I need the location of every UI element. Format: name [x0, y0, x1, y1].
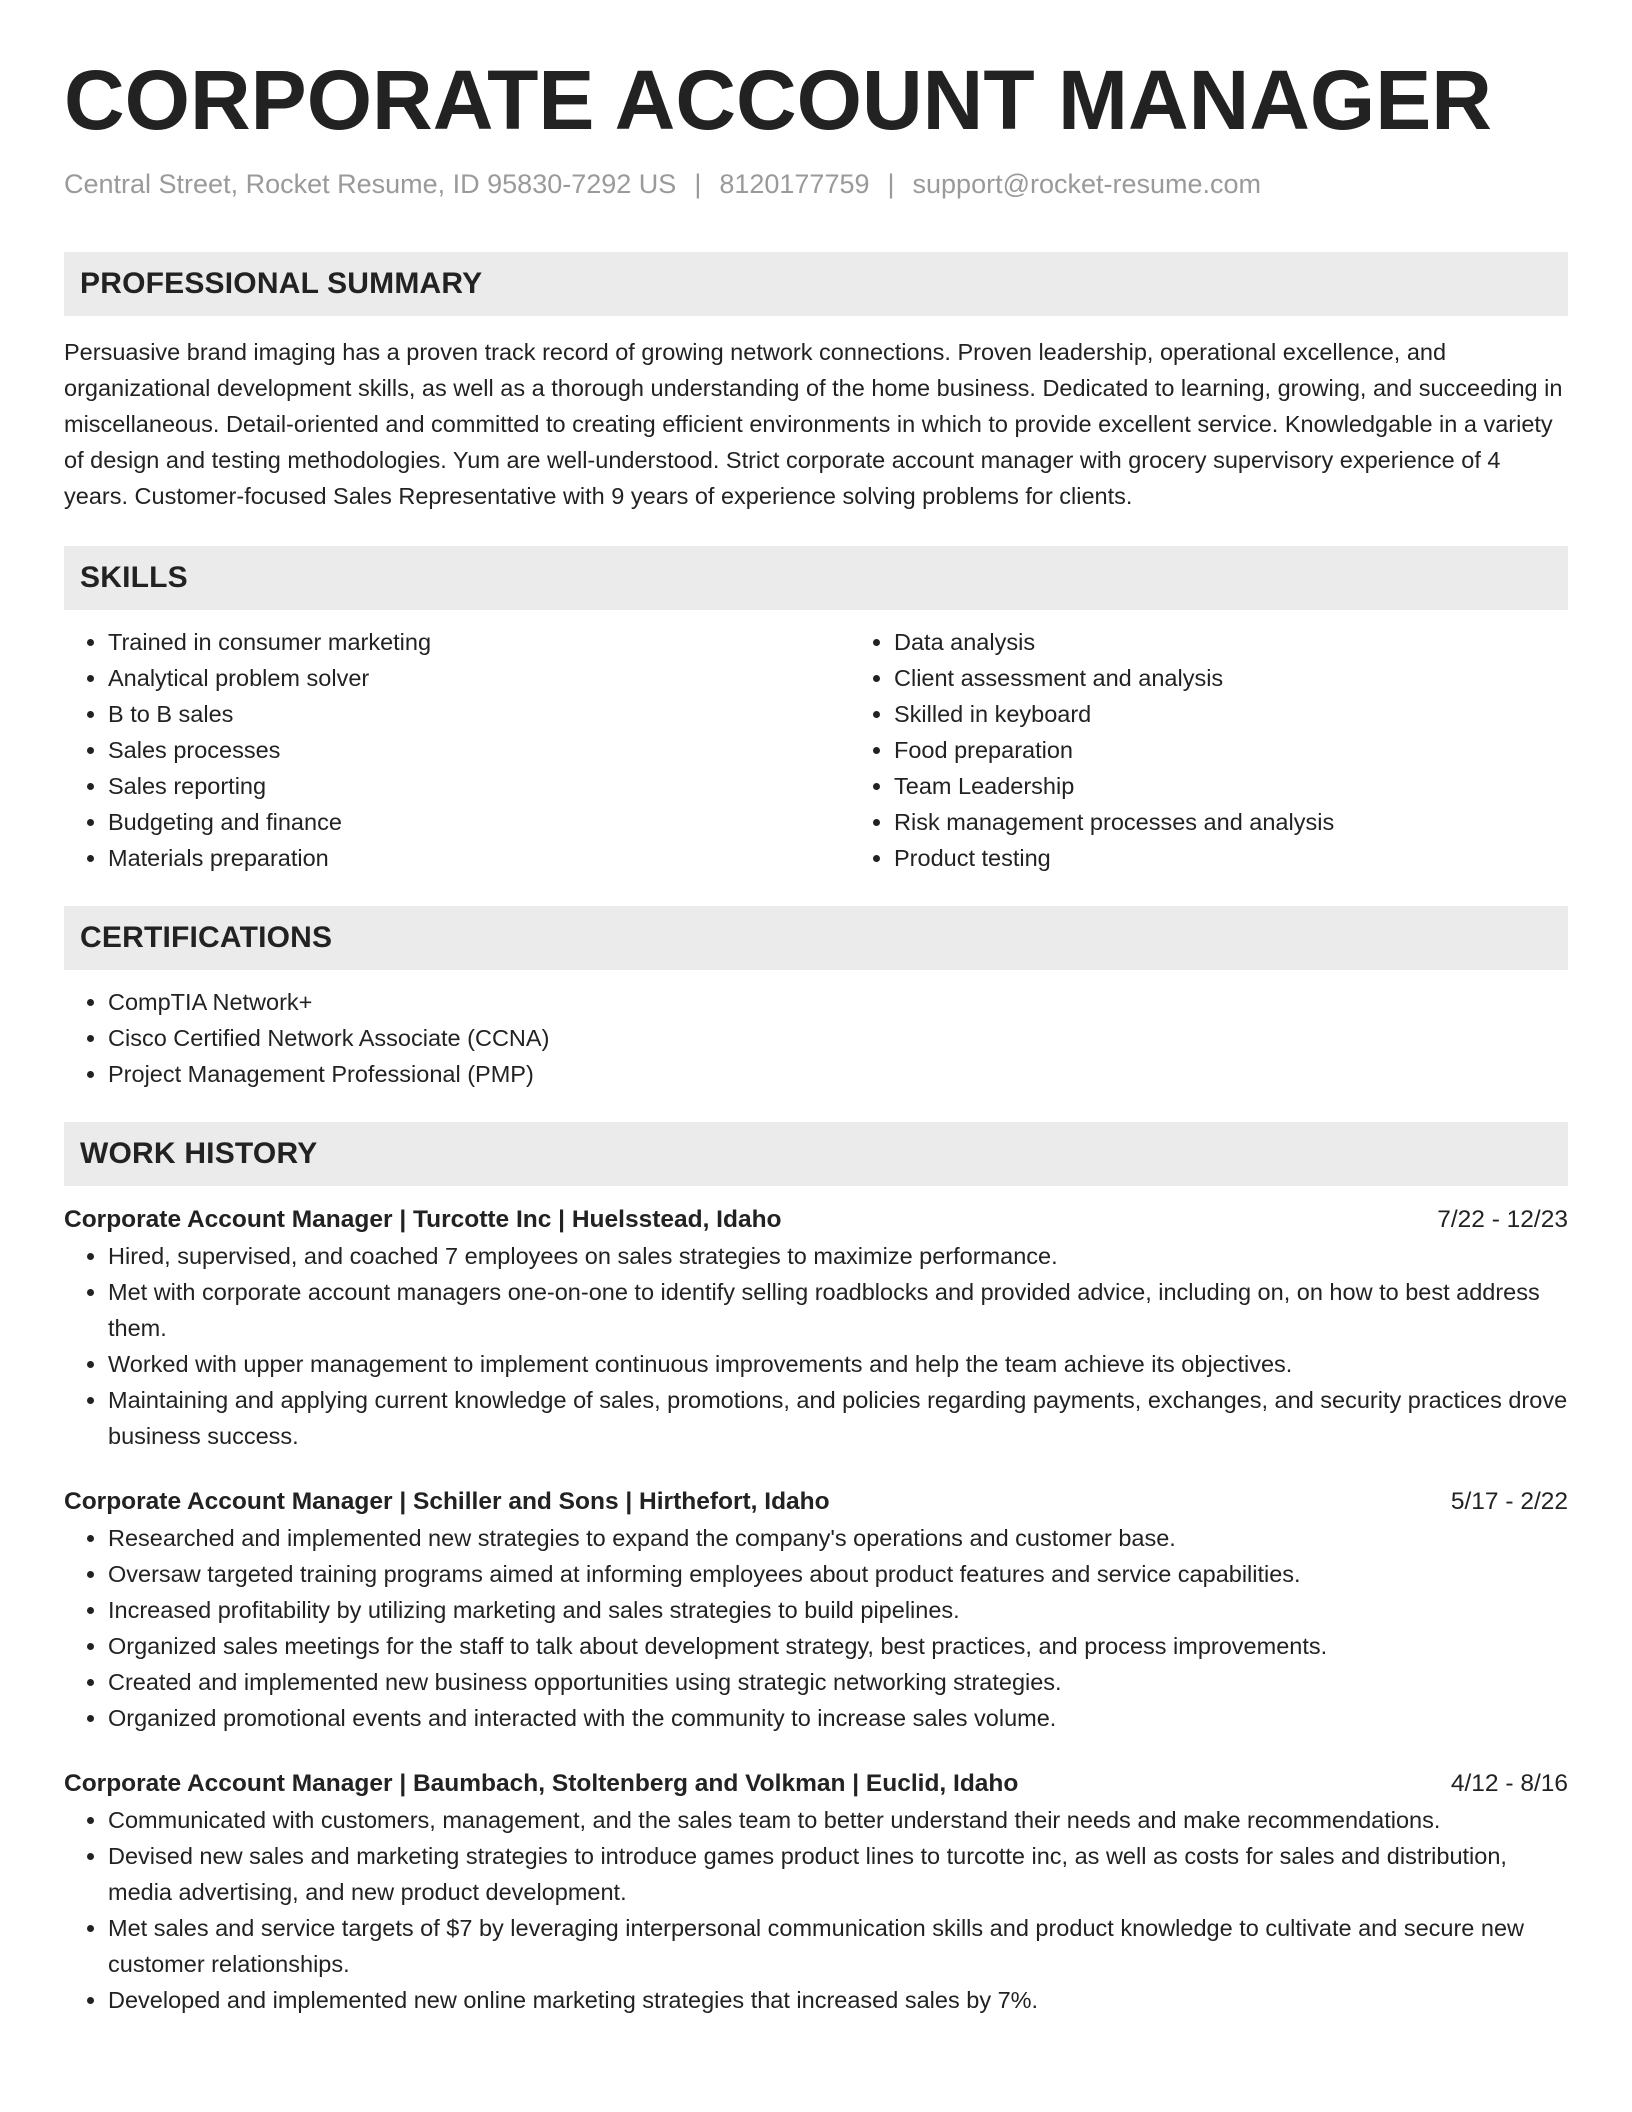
skills-list-left: [64, 624, 850, 876]
skill-item: • Materials preparation: [108, 840, 850, 876]
job-title: Corporate Account Manager | Schiller and Sons | Hirthefort, Idaho: [64, 1488, 830, 1516]
skill-item: • Sales reporting: [108, 768, 850, 804]
job-header: [64, 1766, 1568, 1802]
certifications-list: [64, 984, 1568, 1092]
work-history-heading: WORK HISTORY: [64, 1122, 1568, 1186]
skill-item: • Food preparation: [894, 732, 1632, 768]
skill-item: • Product testing: [894, 840, 1632, 876]
resume-title: CORPORATE ACCOUNT MANAGER: [64, 53, 1492, 147]
skill-item: • Client assessment and analysis: [894, 660, 1632, 696]
certification-item: • Cisco Certified Network Associate (CCNA): [108, 1020, 1568, 1056]
job-bullet: • Organized promotional events and interacted with the community to increase sales volume.: [108, 1700, 1568, 1736]
job-bullet: • Researched and implemented new strategies to expand the company's operations and customer base.: [108, 1520, 1568, 1556]
job-bullet: • Worked with upper management to implement continuous improvements and help the team achieve its objectives.: [108, 1346, 1568, 1382]
job-bullet: • Met sales and service targets of $7 by leveraging interpersonal communication skills and product knowledge to cultivate and secure new customer relationships.: [108, 1910, 1568, 1982]
job-bullet: • Created and implemented new business opportunities using strategic networking strategies.: [108, 1664, 1568, 1700]
job-bullet: • Organized sales meetings for the staff to talk about development strategy, best practices, and process improvements.: [108, 1628, 1568, 1664]
contact-address: Central Street, Rocket Resume, ID 95830-7292 US: [64, 169, 677, 199]
skill-item: • Skilled in keyboard: [894, 696, 1632, 732]
certification-item: • CompTIA Network+: [108, 984, 1568, 1020]
skills-heading: SKILLS: [64, 546, 1568, 610]
job-dates: 5/17 - 2/22: [1450, 1488, 1568, 1516]
skills-list-right: [850, 624, 1632, 876]
skill-item: • Budgeting and finance: [108, 804, 850, 840]
job-bullet: • Communicated with customers, management, and the sales team to better understand their needs and make recommendations.: [108, 1802, 1568, 1838]
job-bullet-list: [64, 1520, 1568, 1736]
job-bullet: • Increased profitability by utilizing marketing and sales strategies to build pipelines.: [108, 1592, 1568, 1628]
contact-separator: |: [694, 169, 702, 199]
skills-grid: [64, 624, 1568, 876]
job-header: [64, 1202, 1568, 1238]
job-title: Corporate Account Manager | Turcotte Inc | Huelsstead, Idaho: [64, 1206, 782, 1234]
job-title: Corporate Account Manager | Baumbach, Stoltenberg and Volkman | Euclid, Idaho: [64, 1770, 1019, 1798]
job-bullet: • Developed and implemented new online marketing strategies that increased sales by 7%.: [108, 1982, 1568, 2018]
resume-page: [64, 0, 1568, 2018]
job-bullet: • Maintaining and applying current knowledge of sales, promotions, and policies regarding payments, exchanges, and security practices drove business success.: [108, 1382, 1568, 1454]
certifications-heading: CERTIFICATIONS: [64, 906, 1568, 970]
skill-item: • Analytical problem solver: [108, 660, 850, 696]
job-entry: [64, 1202, 1568, 1454]
job-bullet: • Devised new sales and marketing strategies to introduce games product lines to turcotte inc, as well as costs for sales and distribution, media advertising, and new product development.: [108, 1838, 1568, 1910]
skill-item: • Team Leadership: [894, 768, 1632, 804]
contact-line: [64, 168, 1568, 200]
job-bullet: • Hired, supervised, and coached 7 employees on sales strategies to maximize performance.: [108, 1238, 1568, 1274]
certification-item: • Project Management Professional (PMP): [108, 1056, 1568, 1092]
job-bullet-list: [64, 1802, 1568, 2018]
job-dates: 4/12 - 8/16: [1450, 1770, 1568, 1798]
job-bullet: • Oversaw targeted training programs aimed at informing employees about product features and service capabilities.: [108, 1556, 1568, 1592]
summary-text: Persuasive brand imaging has a proven track record of growing network connections. Proven leadership, operational excellence, and organizational development skills, as well as a thorough understanding of the home business. Dedicated to learning, growing, and succeeding in miscellaneous. Detail-oriented and committed to creating efficient environments in which to provide excellent service. Knowledgable in a variety of design and testing methodologies. Yum are well-understood. Strict corporate account manager with grocery supervisory experience of 4 years. Customer-focused Sales Representative with 9 years of experience solving problems for clients.: [64, 339, 1563, 510]
job-dates: 7/22 - 12/23: [1437, 1206, 1568, 1234]
contact-separator: |: [887, 169, 895, 199]
skill-item: • Sales processes: [108, 732, 850, 768]
contact-phone: 8120177759: [719, 169, 870, 199]
skill-item: • B to B sales: [108, 696, 850, 732]
contact-email: support@rocket-resume.com: [912, 169, 1262, 199]
job-header: [64, 1484, 1568, 1520]
skill-item: • Risk management processes and analysis: [894, 804, 1632, 840]
job-bullet: • Met with corporate account managers one-on-one to identify selling roadblocks and provided advice, including on, on how to best address them.: [108, 1274, 1568, 1346]
job-entry: [64, 1766, 1568, 2018]
skill-item: • Trained in consumer marketing: [108, 624, 850, 660]
skill-item: • Data analysis: [894, 624, 1632, 660]
job-entry: [64, 1484, 1568, 1736]
summary-heading: PROFESSIONAL SUMMARY: [64, 252, 1568, 316]
job-bullet-list: [64, 1238, 1568, 1454]
